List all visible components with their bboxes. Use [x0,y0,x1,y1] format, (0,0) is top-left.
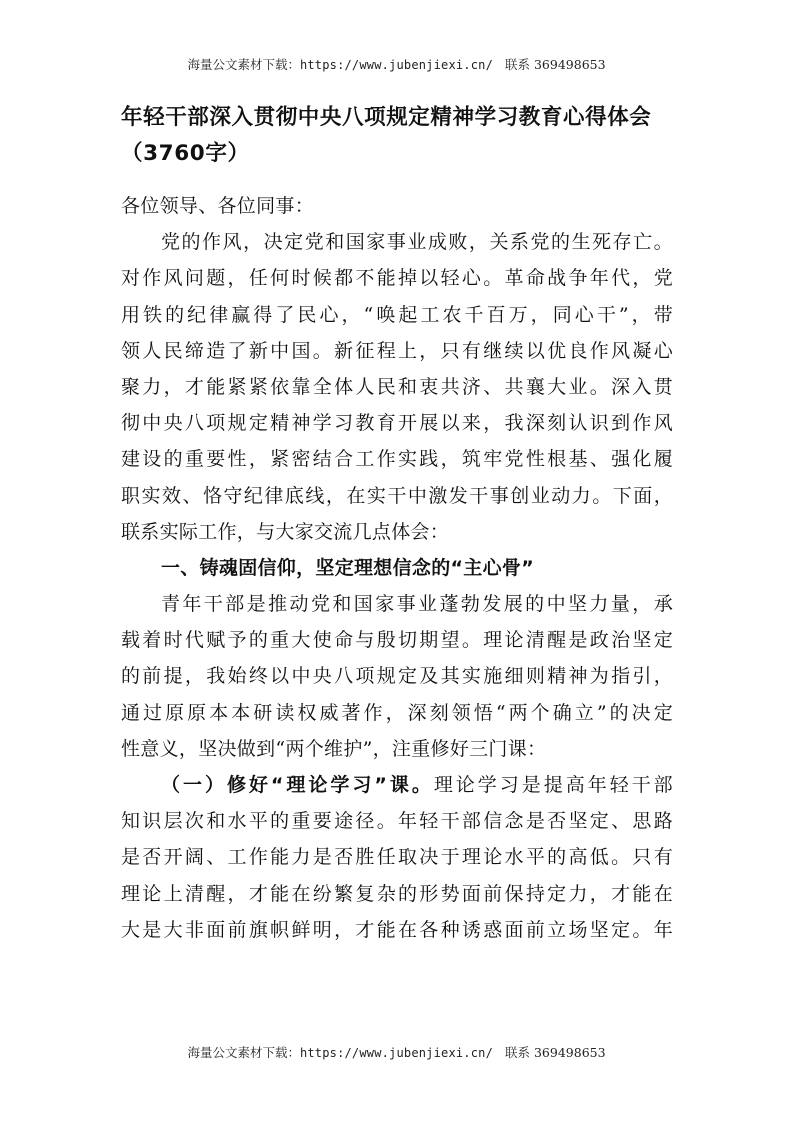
header-url: https://www.jubenjiexi.cn/ [299,58,493,72]
para-line: 是否开阔、工作能力是否胜任取决于理论水平的高低。只有 [121,846,673,869]
footer-contact: 联系 369498653 [505,1045,606,1060]
subsection-heading: （一）修好“理论学习”课。 [161,774,434,796]
intro-line: 用铁的纪律赢得了民心，“唤起工农千百万，同心干”，带 [121,303,673,326]
para-line: 青年干部是推动党和国家事业蓬勃发展的中坚力量，承 [161,593,673,616]
page-footer [0,1044,793,1062]
footer-label: 海量公文素材下载： [187,1045,300,1060]
intro-line: 联系实际工作，与大家交流几点体会： [121,520,450,543]
subsection-first-line [121,767,673,803]
intro-line: 彻中央八项规定精神学习教育开展以来，我深刻认识到作风 [121,412,673,435]
para-line: 知识层次和水平的重要途径。年轻干部信念是否坚定、思路 [121,810,673,833]
para-line: 的前提，我始终以中央八项规定及其实施细则精神为指引， [121,665,673,688]
document-title [121,100,681,172]
intro-line: 党的作风，决定党和国家事业成败，关系党的生死存亡。 [161,231,673,254]
intro-line: 领人民缔造了新中国。新征程上，只有继续以优良作风凝心 [121,339,673,362]
intro-line: 职实效、恪守纪律底线，在实干中激发干事创业动力。下面， [121,484,673,507]
title-line-1: 年轻干部深入贯彻中央八项规定精神学习教育心得体会 [121,105,652,130]
header-label: 海量公文素材下载： [187,57,300,72]
para-line: 理论上清醒，才能在纷繁复杂的形势面前保持定力，才能在 [121,882,673,905]
intro-line: 对作风问题，任何时候都不能掉以轻心。革命战争年代，党 [121,267,673,290]
intro-line: 聚力，才能紧紧依靠全体人民和衷共济、共襄大业。深入贯 [121,375,673,398]
header-contact: 联系 369498653 [505,57,606,72]
footer-url: https://www.jubenjiexi.cn/ [299,1046,493,1060]
para-line: 载着时代赋予的重大使命与殷切期望。理论清醒是政治坚定 [121,629,673,652]
para-line: 通过原原本本研读权威著作，深刻领悟“两个确立”的决定 [121,701,673,724]
para-line: 性意义，坚决做到“两个维护”，注重修好三门课： [121,737,547,760]
subsection-first-text: 理论学习是提高年轻干部 [433,774,673,796]
para-line: 大是大非面前旗帜鲜明，才能在各种诱惑面前立场坚定。年 [121,918,673,941]
document-body [121,188,673,948]
intro-line: 建设的重要性，紧密结合工作实践，筑牢党性根基、强化履 [121,448,673,471]
page-header [0,56,793,74]
salutation: 各位领导、各位同事： [121,195,315,217]
title-line-2: （3760字） [121,141,250,166]
section-heading: 一、铸魂固信仰，坚定理想信念的“主心骨” [161,556,534,579]
